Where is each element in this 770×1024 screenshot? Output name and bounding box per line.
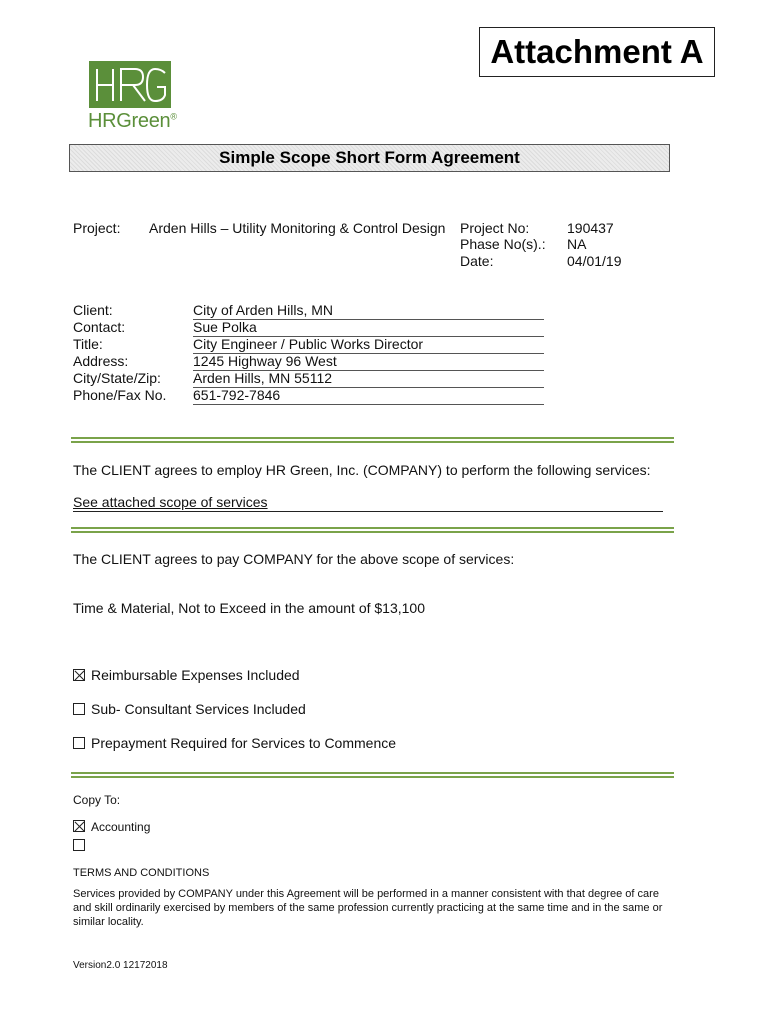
title-label: Title:: [73, 336, 103, 352]
project-value: Arden Hills – Utility Monitoring & Control Design: [149, 220, 446, 236]
logo-wordmark: [88, 110, 177, 133]
attachment-label: Attachment A: [479, 27, 715, 77]
phone-label: Phone/Fax No.: [73, 387, 167, 403]
option-reimbursable[interactable]: [73, 667, 300, 684]
phase-label: Phase No(s).:: [460, 236, 546, 252]
copy-to-item-label: Accounting: [91, 820, 151, 834]
copy-to-accounting[interactable]: [73, 820, 150, 834]
phase-value: NA: [567, 236, 587, 252]
checkbox-checked-icon[interactable]: [73, 820, 85, 832]
payment-terms: Time & Material, Not to Exceed in the amount of $13,100: [73, 600, 426, 616]
contact-label: Contact:: [73, 319, 126, 335]
scope-field: [73, 494, 663, 512]
city-state-zip-label: City/State/Zip:: [73, 370, 161, 386]
checkbox-checked-icon[interactable]: [73, 669, 85, 681]
project-no-value: 190437: [567, 220, 614, 236]
client-field: City of Arden Hills, MN: [193, 302, 544, 320]
services-intro: The CLIENT agrees to employ HR Green, Inc. (COMPANY) to perform the following services:: [73, 462, 651, 478]
section-divider: [71, 527, 674, 533]
option-prepayment[interactable]: [73, 735, 396, 752]
checkbox-icon[interactable]: [73, 839, 85, 851]
copy-to-label: Copy To:: [73, 793, 121, 807]
option-label: Sub- Consultant Services Included: [91, 701, 306, 717]
section-divider: [71, 437, 674, 443]
checkbox-icon[interactable]: [73, 737, 85, 749]
form-title: Simple Scope Short Form Agreement: [69, 144, 670, 172]
scope-text: See attached scope of services: [73, 494, 268, 510]
option-label: Reimbursable Expenses Included: [91, 667, 300, 683]
date-value: 04/01/19: [567, 253, 622, 269]
copy-to-blank[interactable]: [73, 839, 91, 853]
address-field: 1245 Highway 96 West: [193, 353, 544, 371]
logo-name: HRGreen: [88, 110, 171, 132]
address-label: Address:: [73, 353, 129, 369]
city-state-zip-field: Arden Hills, MN 55112: [193, 370, 544, 388]
date-label: Date:: [460, 253, 494, 269]
hrgreen-logo-icon: [89, 61, 171, 108]
section-divider: [71, 772, 674, 778]
registered-mark: ®: [170, 111, 177, 122]
version-footer: Version2.0 12172018: [73, 960, 168, 971]
payment-intro: The CLIENT agrees to pay COMPANY for the above scope of services:: [73, 551, 515, 567]
checkbox-icon[interactable]: [73, 703, 85, 715]
title-field: City Engineer / Public Works Director: [193, 336, 544, 354]
phone-field: 651-792-7846: [193, 387, 544, 405]
option-subconsultant[interactable]: [73, 701, 306, 718]
project-label: Project:: [73, 220, 121, 236]
terms-body: Services provided by COMPANY under this Agreement will be performed in a manner consistent with that degree of care and skill ordinarily exercised by members of the same profession currently practicing at the same time and in the same or similar locality.: [73, 888, 663, 928]
option-label: Prepayment Required for Services to Commence: [91, 735, 397, 751]
client-label: Client:: [73, 302, 113, 318]
contact-field: Sue Polka: [193, 319, 544, 337]
terms-heading: TERMS AND CONDITIONS: [73, 867, 210, 879]
project-no-label: Project No:: [460, 220, 530, 236]
